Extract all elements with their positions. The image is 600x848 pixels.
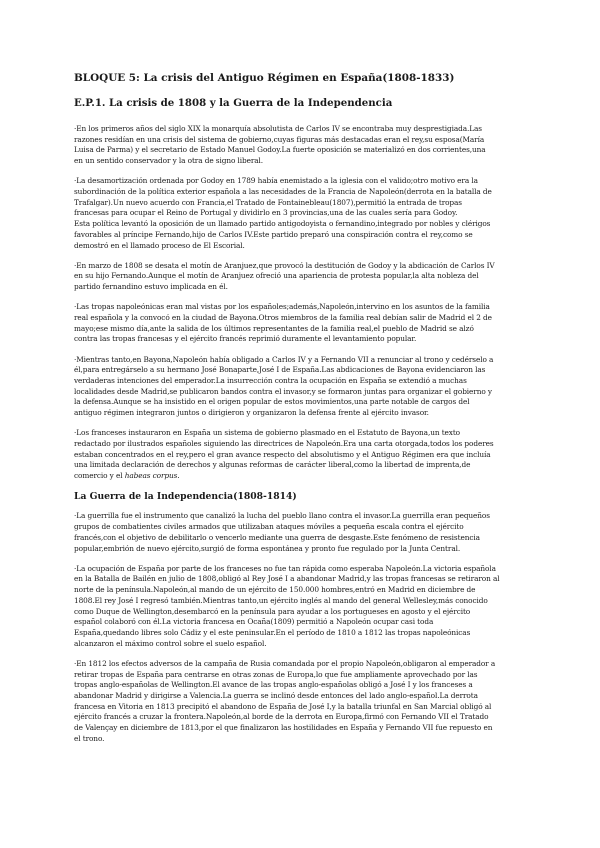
habeas-corpus-term: habeas corpus [124,471,178,481]
document-title: BLOQUE 5: La crisis del Antiguo Régimen en España(1808-1833) [74,72,455,84]
sentence-end: . [177,471,180,481]
text-line: Luisa de Parma) y el secretario de Estado Manuel Godoy.La fuerte oposición se materializó en dos corrientes,una [74,145,486,155]
paragraph [74,261,530,293]
paragraph [74,428,530,482]
section-guerra-independencia [74,511,530,744]
text-line: redactado por ilustrados españoles siguiendo las directrices de Napoleón.Era una carta otorgada,todos los poderes [74,439,494,449]
text-line: verdaderas intenciones del emperador.La insurrección contra la ocupación en España se extendió a muchas [74,376,467,386]
text-line: abandonar Madrid y dirigirse a Valencia.La guerra se inclinó desde entonces del lado anglo-español.La derrota [74,690,478,700]
text-line: ·En marzo de 1808 se desata el motín de Aranjuez,que provocó la destitución de Godoy y la abdicación de Carlos IV [74,260,495,270]
text-line: comercio y el habeas corpus. [74,471,180,481]
text-line: español colaboró con él.La victoria francesa en Ocaña(1809) permitió a Napoleón ocupar casi toda [74,617,434,627]
paragraph [74,511,530,554]
text-line: antiguo régimen integraron juntos o dirigieron y organizaron la defensa frente al ejército invasor. [74,408,429,418]
text-line: popular,embrión de nuevo ejército,surgió de forma espontánea y pronto fue regulado por la Junta Central. [74,543,461,553]
paragraph [74,124,530,167]
section-heading-guerra: La Guerra de la Independencia(1808-1814) [74,491,297,503]
text-line: localidades desde Madrid,se publicaron bandos contra el invasor,y se formaron juntas para organizar el gobierno y [74,386,492,396]
text-line: Esta política levantó la oposición de un llamado partido antigodoyista o fernandino,integrado por nobles y clérigos [74,219,491,229]
text-line: grupos de combatientes civiles armados que utilizaban ataques móviles a pequeña escala contra el ejército [74,522,464,532]
text-line: como Duque de Wellington,desembarcó en la península para ayudar a los portugueses en agosto y el ejército [74,606,471,616]
text-line: francesa en Vitoria en 1813 precipitó el abandono de España de José I,y la batalla triunfal en San Marcial obligó al [74,701,492,711]
text-line: contra las tropas francesas y el ejército francés reprimió duramente el levantamiento popular. [74,334,417,344]
text-line: ·Los franceses instauraron en España un sistema de gobierno plasmado en el Estatuto de Bayona,un texto [74,428,461,438]
text-line: estaban concentrados en el rey,pero el gran avance respecto del absolutismo y el Antiguo Régimen era que incluía [74,449,491,459]
text-line: ·La ocupación de España por parte de los franceses no fue tan rápida como esperaba Napoleón.La victoria española [74,563,496,573]
text-line: francesas para ocupar el Reino de Portugal y dividirlo en 3 provincias,una de las cuales sería para Godoy. [74,208,458,218]
text-line: Trafalgar).Un nuevo acuerdo con Francia,el Tratado de Fontainebleau(1807),permitió la entrada de tropas [74,197,462,207]
paragraph [74,659,530,745]
text-line: mayo;ese mismo día,ante la salida de los últimos representantes de la familia real,el pueblo de Madrid se alzó [74,323,474,333]
text-line: ·Las tropas napoleónicas eran mal vistas por los españoles;además,Napoleón,intervino en los asuntos de la familia [74,302,490,312]
text-line: de Valençay en diciembre de 1813,por el que finalizaron las hostilidades en España y Fernando VII fue repuesto en [74,723,493,733]
text-line: francés,con el objetivo de debilitarlo o vencerlo mediante una guerra de desgaste.Este fenómeno de resistencia [74,532,480,542]
text-line: favorables al príncipe Fernando,hijo de Carlos IV.Este partido preparó una conspiración contra el rey,como se [74,229,473,239]
text-line: ·Mientras tanto,en Bayona,Napoleón había obligado a Carlos IV y a Fernando VII a renunciar al trono y cedérselo a [74,354,494,364]
text-line: en un sentido conservador y la otra de signo liberal. [74,156,264,166]
text-line: tropas anglo-españolas de Wellington.El avance de las tropas anglo-españolas obligó a José I y los franceses a [74,680,473,690]
text-line: la defensa.Aunque se ha insistido en el origen popular de estos movimientos,una parte notable de cargos del [74,397,470,407]
text-line: en su hijo Fernando.Aunque el motín de Aranjuez ofreció una apariencia de protesta popular,la alta nobleza del [74,271,479,281]
section-subtitle: E.P.1. La crisis de 1808 y la Guerra de la Independencia [74,97,393,109]
text-line: el trono. [74,733,105,743]
text-line: en la Batalla de Bailén en julio de 1808,obligó al Rey José I a abandonar Madrid,y las tropas francesas se retiraron al [74,574,500,584]
paragraph [74,355,530,419]
text-line: partido fernandino estuvo implicada en él. [74,282,228,292]
text-line: ·La desamortización ordenada por Godoy en 1789 había enemistado a la iglesia con el valido;otro motivo era la [74,176,478,186]
text-line: él,para entregárselo a su hermano José Bonaparte,José I de España.Las abdicaciones de Bayona evidenciaron las [74,365,486,375]
document-body [74,72,530,754]
paragraph [74,302,530,345]
text-line: España,quedando libres solo Cádiz y el este peninsular.En el período de 1810 a 1812 las tropas napoleónicas [74,627,471,637]
text-line: retirar tropas de España para centrarse en otras zonas de Europa,lo que fue ampliamente aprovechado por las [74,669,478,679]
text-line: subordinación de la política exterior española a las necesidades de la Francia de Napoleón(derrota en la batalla de [74,187,492,197]
text-line: norte de la península.Napoleón,al mando de un ejército de 150.000 hombres,entró en Madrid en diciembre de [74,585,476,595]
paragraph [74,564,530,650]
text-line: real española y la convocó en la ciudad de Bayona.Otros miembros de la familia real debían salir de Madrid el 2 de [74,313,492,323]
text-line: razones residían en una crisis del sistema de gobierno,cuyas figuras más destacadas eran el rey,su esposa(María [74,134,485,144]
text-line: demostró en el llamado proceso de El Escorial. [74,240,245,250]
text-line: ·En los primeros años del siglo XIX la monarquía absolutista de Carlos IV se encontraba muy desprestigiada.Las [74,124,482,133]
text-line: ·La guerrilla fue el instrumento que canalizó la lucha del pueblo llano contra el invasor.La guerrilla eran pequeños [74,511,490,521]
text-line: ejército francés a cruzar la frontera.Napoleón,al borde de la derrota en Europa,firmó con Fernando VII el Tratado [74,712,489,722]
paragraph [74,176,530,251]
section-crisis-1808 [74,124,530,482]
text-line: 1808.El rey José I regresó también.Mientras tanto,un ejército inglés al mando del general Wellesley,más conocido [74,595,488,605]
text-line: alcanzaron el máximo control sobre el suelo español. [74,638,267,648]
text-line: ·En 1812 los efectos adversos de la campaña de Rusia comandada por el propio Napoleón,obligaron al emperador a [74,658,496,668]
text-line: una limitada declaración de derechos y algunas reformas de carácter liberal,como la libertad de imprenta,de [74,460,471,470]
